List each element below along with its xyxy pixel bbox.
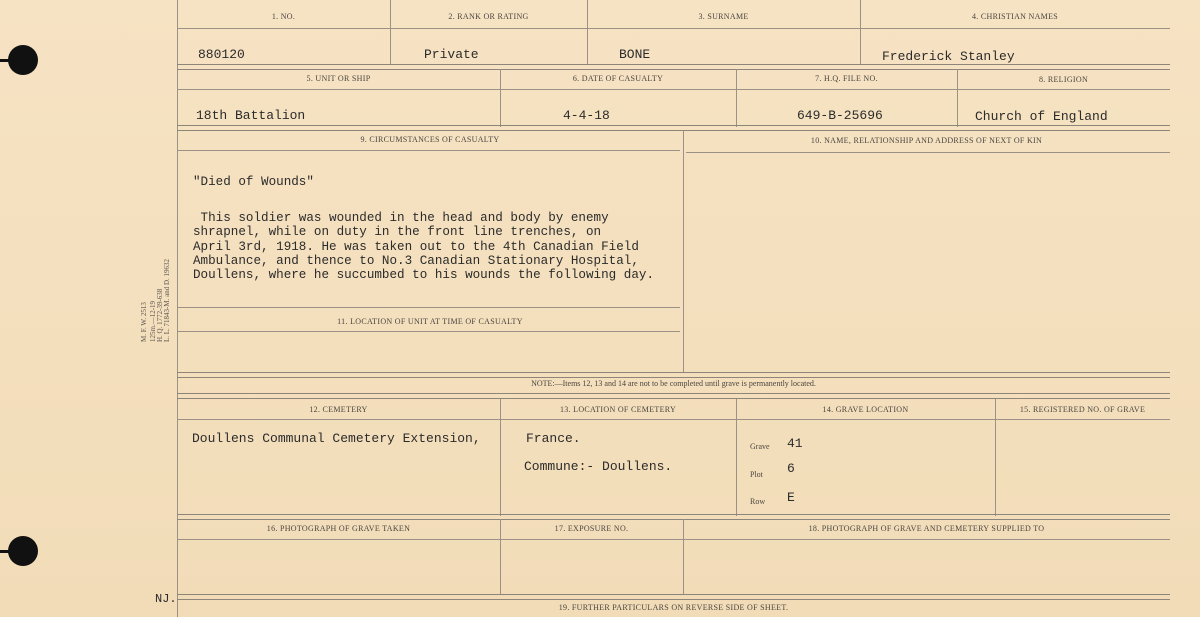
footer-further-particulars: 19. FURTHER PARTICULARS ON REVERSE SIDE OF SHEET. <box>558 603 789 612</box>
header-no: 1. NO. <box>271 12 296 21</box>
header-exposure: 17. EXPOSURE NO. <box>554 524 629 533</box>
christian-names-value: Frederick Stanley <box>882 49 1015 64</box>
cemetery-value: Doullens Communal Cemetery Extension, <box>192 431 481 446</box>
location-country: France. <box>526 431 581 446</box>
binder-hole-top <box>8 45 38 75</box>
unit-value: 18th Battalion <box>196 108 306 123</box>
header-photo-supplied: 18. PHOTOGRAPH OF GRAVE AND CEMETERY SUPPLIED TO <box>808 524 1045 533</box>
header-registered-no: 15. REGISTERED NO. OF GRAVE <box>1019 405 1146 414</box>
header-photograph: 16. PHOTOGRAPH OF GRAVE TAKEN <box>266 524 411 533</box>
header-date: 6. DATE OF CASUALTY <box>572 74 664 83</box>
header-unit: 5. UNIT OR SHIP <box>306 74 371 83</box>
header-location-of-unit: 11. LOCATION OF UNIT AT TIME OF CASUALTY <box>337 317 523 326</box>
service-number: 880120 <box>198 47 245 62</box>
row-label: Row <box>750 497 766 506</box>
clerk-initials: NJ. <box>155 592 177 606</box>
circumstances-title: "Died of Wounds" <box>193 175 314 189</box>
header-surname: 3. SURNAME <box>698 12 749 21</box>
header-next-of-kin: 10. NAME, RELATIONSHIP AND ADDRESS OF NEXT OF KIN <box>810 136 1043 145</box>
header-hq-file: 7. H.Q. FILE NO. <box>815 74 878 83</box>
form-code-4: L. L. 71843-M. and D. 19632 <box>163 258 171 342</box>
grave-label: Grave <box>750 442 770 451</box>
surname-value: BONE <box>619 47 651 62</box>
header-christian-names: 4. CHRISTIAN NAMES <box>971 12 1059 21</box>
plot-value: 6 <box>787 461 795 476</box>
form-code-1: M. F. W. 2513 <box>140 302 148 342</box>
form-code-3: H. Q. 1772-39-638 <box>156 288 164 342</box>
row-value: E <box>787 490 795 505</box>
binder-hole-bottom <box>8 536 38 566</box>
note-text: NOTE:—Items 12, 13 and 14 are not to be completed until grave is permanently located. <box>531 379 816 388</box>
header-grave-location: 14. GRAVE LOCATION <box>822 405 909 414</box>
date-value: 4-4-18 <box>563 108 610 123</box>
location-commune: Commune:- Doullens. <box>524 459 673 474</box>
header-cemetery: 12. CEMETERY <box>309 405 368 414</box>
header-circumstances: 9. CIRCUMSTANCES OF CASUALTY <box>360 135 500 144</box>
plot-label: Plot <box>750 470 763 479</box>
header-religion: 8. RELIGION <box>1038 75 1089 84</box>
hq-file-value: 649-B-25696 <box>797 108 883 123</box>
religion-value: Church of England <box>975 109 1108 124</box>
circumstances-text: This soldier was wounded in the head and body by enemy shrapnel, while on duty in the front line trenches, on April 3rd, 1918. He was taken out to the 4th Canadian Field Ambulance, and thence to No.3 Canadian Stationary Hospital, Doullens, where he succumbed to his wounds the following day. <box>193 211 655 283</box>
form-code-2: 125m.—12-19 <box>149 300 157 342</box>
header-rank: 2. RANK OR RATING <box>448 12 529 21</box>
grave-value: 41 <box>787 436 803 451</box>
header-location-of-cemetery: 13. LOCATION OF CEMETERY <box>559 405 677 414</box>
rank-value: Private <box>424 47 479 62</box>
